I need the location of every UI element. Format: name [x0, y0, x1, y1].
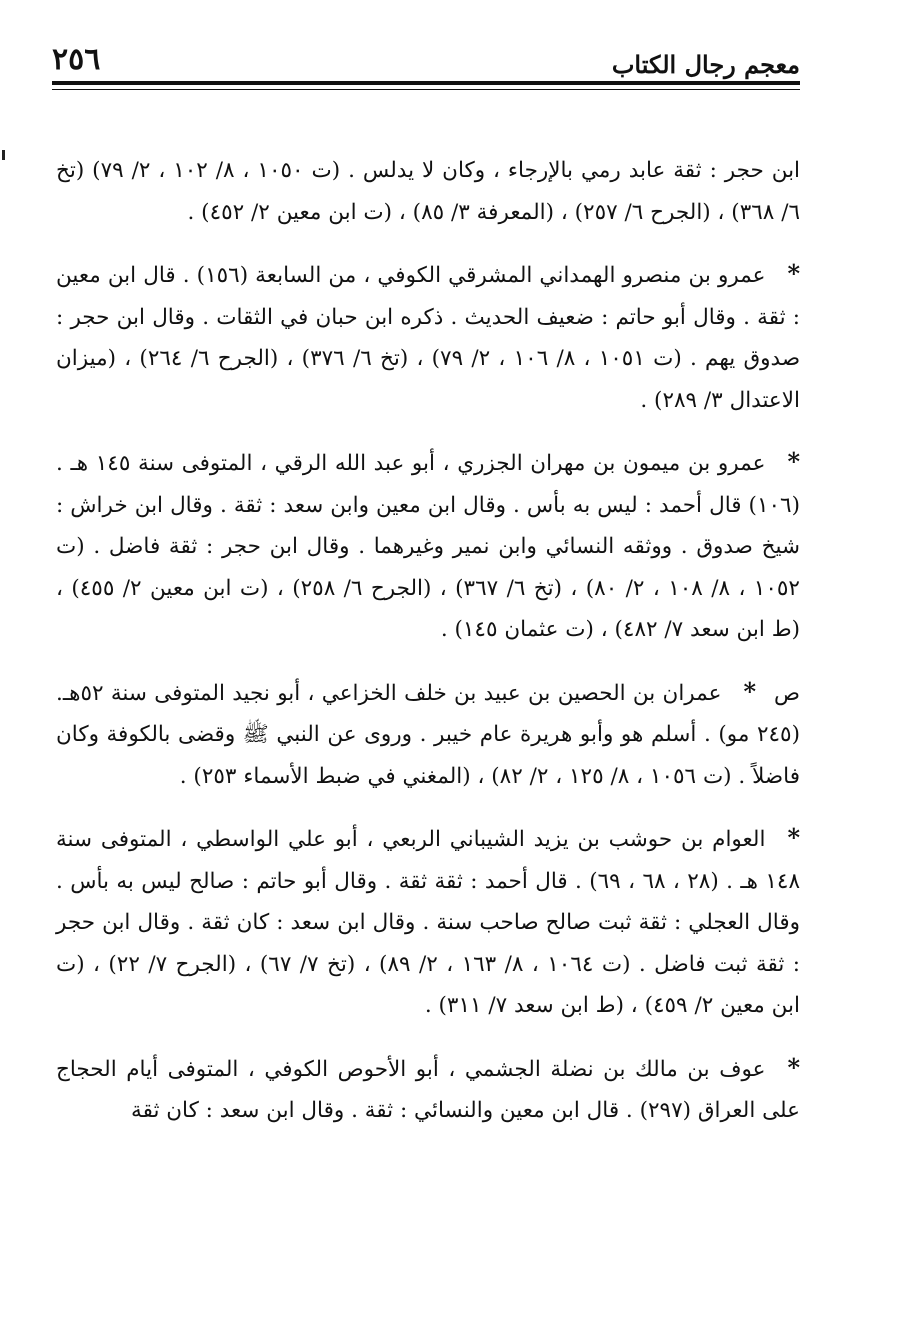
entry-amr-ibn-maymun: [56, 441, 800, 651]
entry-text: العوام بن حوشب بن يزيد الشيباني الربعي ، أبو علي الواسطي ، المتوفى سنة ١٤٨ هـ . (٢٨ ، ٦٨ ، ٦٩) . قال أحمد : ثقة ثقة . وقال أبو حاتم : صالح ليس به بأس . وقال العجلي : ثقة ثبت صالح صاحب سنة . وقال ابن سعد : كان ثقة . وقال ابن حجر : ثقة ثبت فاضل . (ت ١٠٦٤ ، ٨/ ١٦٣ ، ٢/ ٨٩) ، (تخ ٧/ ٦٧) ، (الجرح ٧/ ٢٢) ، (ت ابن معين ٢/ ٤٥٩) ، (ط ابن سعد ٧/ ٣١١) .: [56, 827, 801, 1018]
entry-text: عمرو بن ميمون بن مهران الجزري ، أبو عبد الله الرقي ، المتوفى سنة ١٤٥ هـ . (١٠٦) قال أحمد : ليس به بأس . وقال ابن معين وابن سعد : ثقة . وقال ابن خراش : شيخ صدوق . ووثقه النسائي وابن نمير وغيرهما . وقال ابن حجر : ثقة فاضل . (ت ١٠٥٢ ، ٨/ ١٠٨ ، ٢/ ٨٠) ، (تخ ٦/ ٣٦٧) ، (الجرح ٦/ ٢٥٨) ، (ت ابن معين ٢/ ٤٥٥) ، (ط ابن سعد ٧/ ٤٨٢) ، (ت عثمان ١٤٥) .: [56, 451, 800, 642]
entry-text: عوف بن مالك بن نضلة الجشمي ، أبو الأحوص الكوفي ، المتوفى أيام الحجاج على العراق (٢٩٧) . قال ابن معين والنسائي : ثقة . وقال ابن سعد : كان ثقة: [56, 1056, 800, 1123]
entry-continuation: [56, 150, 800, 233]
entry-amr-ibn-mansur: [56, 253, 800, 421]
entry-star: *: [787, 259, 801, 288]
entry-star: *: [787, 1052, 800, 1082]
entry-star: *: [787, 823, 800, 852]
page-body: [56, 150, 800, 1152]
entry-text: ابن حجر : ثقة عابد رمي بالإرجاء ، وكان لا يدلس . (ت ١٠٥٠ ، ٨/ ١٠٢ ، ٢/ ٧٩) (تخ ٦/ ٣٦٨) ، (الجرح ٦/ ٢٥٧) ، (المعرفة ٣/ ٨٥) ، (ت ابن معين ٢/ ٤٥٢) .: [56, 158, 801, 225]
page-number: ٢٥٦: [52, 42, 101, 77]
entry-imran-ibn-husayn: [56, 671, 800, 798]
header-rule-thick: [52, 81, 800, 85]
entry-awwam-ibn-hawshab: [56, 817, 800, 1027]
entry-awf-ibn-malik: [56, 1047, 800, 1132]
entry-text: عمران بن الحصين بن عبيد بن خلف الخزاعي ، أبو نجيد المتوفى سنة ٥٢هـ. (٢٤٥ مو) . أسلم هو وأبو هريرة عام خيبر . وروى عن النبي ﷺ وقضى بالكوفة وكان فاضلاً . (ت ١٠٥٦ ، ٨/ ١٢٥ ، ٢/ ٨٢) ، (المغني في ضبط الأسماء ٢٥٣) .: [56, 680, 800, 789]
entry-star: *: [743, 676, 756, 706]
entry-marker: ص: [774, 680, 800, 706]
margin-mark: [2, 150, 5, 160]
header-rule-thin: [52, 89, 800, 90]
entry-text: عمرو بن منصرو الهمداني المشرقي الكوفي ، من السابعة (١٥٦) . قال ابن معين : ثقة . وقال أبو حاتم : ضعيف الحديث . ذكره ابن حبان في الثقات . وقال ابن حجر : صدوق يهم . (ت ١٠٥١ ، ٨/ ١٠٦ ، ٢/ ٧٩) ، (تخ ٦/ ٣٧٦) ، (الجرح ٦/ ٢٦٤) ، (ميزان الاعتدال ٣/ ٢٨٩) .: [56, 263, 801, 413]
running-title: معجم رجال الكتاب: [611, 50, 800, 79]
page-header: [52, 42, 800, 82]
entry-star: *: [787, 447, 800, 476]
